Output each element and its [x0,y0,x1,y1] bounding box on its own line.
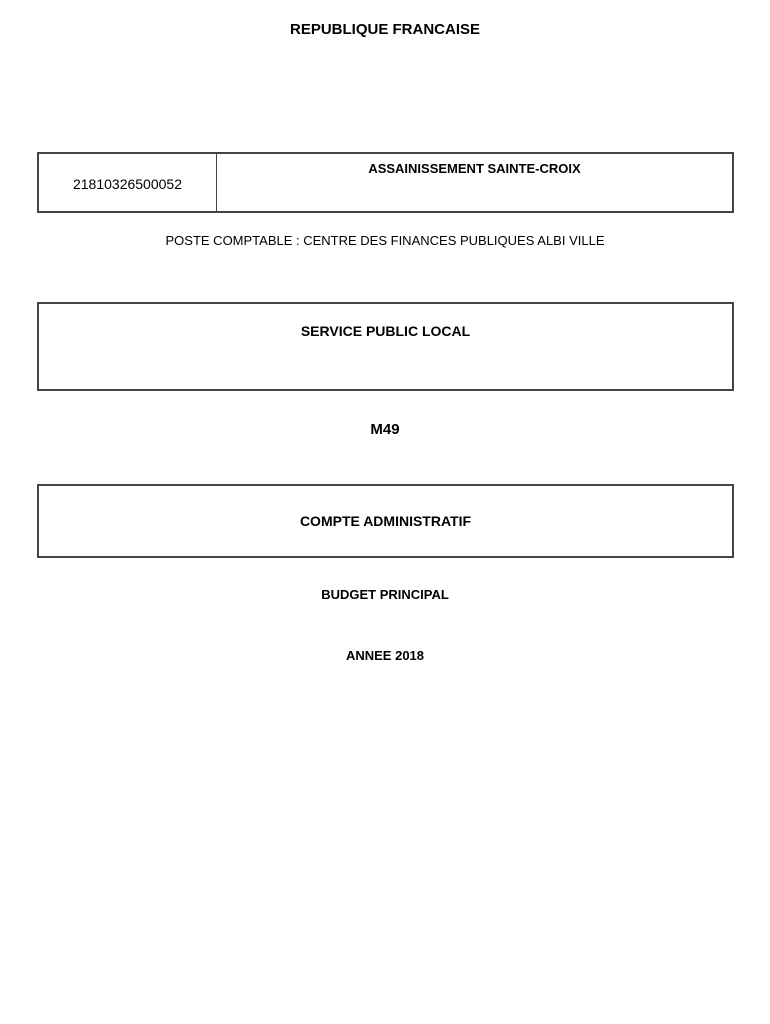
year-label: ANNEE 2018 [345,648,425,663]
norme-label: M49 [370,421,400,438]
identity-box [37,152,734,213]
republic-heading: REPUBLIQUE FRANCAISE [289,21,480,38]
compte-administratif-box: COMPTE ADMINISTRATIF [37,484,734,558]
entity-name: ASSAINISSEMENT SAINTE-CROIX [368,161,581,176]
poste-comptable-line: POSTE COMPTABLE : CENTRE DES FINANCES PUBLIQUES ALBI VILLE [165,233,605,248]
budget-label: BUDGET PRINCIPAL [321,587,449,602]
service-public-box: SERVICE PUBLIC LOCAL [37,302,734,391]
siret-number: 21810326500052 [39,154,217,211]
